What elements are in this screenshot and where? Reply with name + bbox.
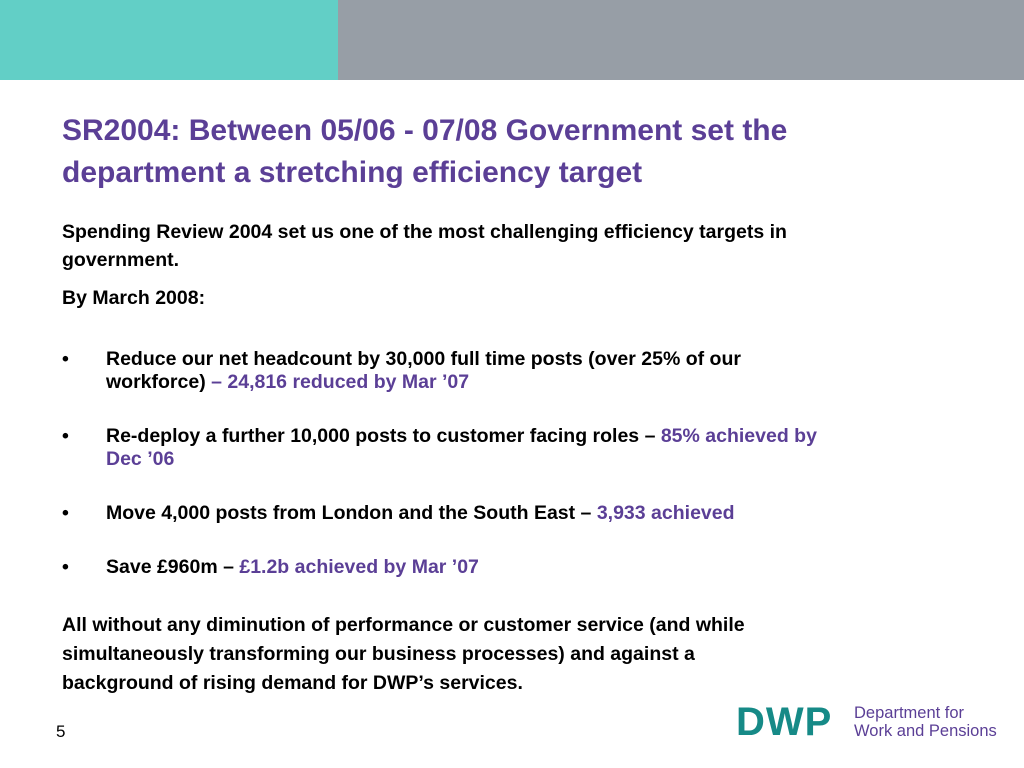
- dwp-logo-mark: DWP: [736, 700, 833, 744]
- bullet-marker: •: [62, 425, 69, 447]
- bullet-marker: •: [62, 556, 69, 578]
- slide-title-line-2: department a stretching efficiency target: [62, 156, 643, 189]
- bullet-text-line: [106, 502, 962, 525]
- slide-title-line-1: SR2004: Between 05/06 - 07/08 Government set the: [62, 114, 788, 147]
- by-march-heading: By March 2008:: [62, 287, 206, 309]
- bullet-achievement: 3,933 achieved: [596, 502, 735, 524]
- target-list: [62, 348, 962, 596]
- intro-line-2: government.: [62, 249, 180, 271]
- slide-title: [62, 110, 962, 194]
- closing-paragraph: [62, 611, 922, 698]
- closing-line-2: simultaneously transforming our business processes) and against a: [62, 643, 695, 665]
- list-item-savings: [62, 556, 962, 596]
- bullet-text: Save £960m –: [106, 556, 240, 578]
- list-item-headcount: [62, 348, 962, 425]
- dwp-logo: [736, 700, 1006, 744]
- list-item-redeploy: [62, 425, 962, 502]
- logo-line-2: Work and Pensions: [854, 722, 997, 740]
- bullet-achievement: Dec ’06: [106, 448, 175, 470]
- closing-line-3: background of rising demand for DWP’s services.: [62, 672, 523, 694]
- bullet-text-line: [106, 556, 962, 579]
- dwp-logo-text: [854, 704, 997, 740]
- intro-line-1: Spending Review 2004 set us one of the most challenging efficiency targets in: [62, 221, 787, 243]
- header-bar-grey: [338, 0, 1024, 80]
- bullet-text: Reduce our net headcount by 30,000 full time posts (over 25% of our: [106, 348, 741, 370]
- bullet-text: workforce): [106, 371, 206, 393]
- page-number: 5: [56, 722, 66, 741]
- list-item-relocation: [62, 502, 962, 556]
- intro-paragraph: [62, 218, 942, 274]
- bullet-text: Re-deploy a further 10,000 posts to customer facing roles –: [106, 425, 661, 447]
- bullet-marker: •: [62, 348, 69, 370]
- bullet-text-line-2: [106, 371, 962, 394]
- bullet-achievement: 85% achieved by: [660, 425, 817, 447]
- bullet-achievement: – 24,816 reduced by Mar ’07: [205, 371, 470, 393]
- bullet-achievement: £1.2b achieved by Mar ’07: [239, 556, 479, 578]
- closing-line-1: All without any diminution of performance or customer service (and while: [62, 614, 745, 636]
- header-bar-teal: [0, 0, 338, 80]
- bullet-marker: •: [62, 502, 69, 524]
- bullet-text-line-1: [106, 425, 962, 448]
- bullet-text: Move 4,000 posts from London and the South East –: [106, 502, 597, 524]
- logo-line-1: Department for: [854, 704, 965, 722]
